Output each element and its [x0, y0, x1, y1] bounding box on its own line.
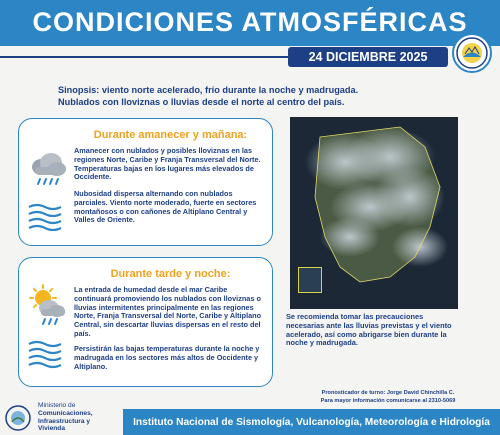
morning-card — [18, 118, 273, 246]
forecaster-info — [288, 389, 488, 405]
date-badge: 24 DICIEMBRE 2025 — [288, 47, 448, 67]
header-bar — [0, 0, 500, 46]
satellite-map — [290, 117, 458, 309]
ministry-label — [38, 402, 93, 433]
synopsis — [58, 84, 478, 108]
wind-icon — [27, 338, 67, 375]
page-title: CONDICIONES ATMOSFÉRICAS — [32, 7, 468, 37]
cloud-rain-icon — [27, 149, 69, 196]
morning-title: Durante amanecer y mañana: — [93, 129, 248, 141]
divider — [0, 56, 290, 58]
ministry-line-1: Ministerio de — [38, 402, 76, 409]
synopsis-line-2: Nublados con lloviznas o lluvias desde el norte al centro del país. — [58, 97, 345, 107]
sun-cloud-rain-icon — [27, 284, 69, 333]
guatemala-coat-of-arms-icon — [4, 404, 32, 432]
afternoon-text-1: La entrada de humedad desde el mar Caribe continuará promoviendo los nublados con lloviznas o lluvias intermitentes principalmente en las regiones Norte, Franja Transversal del Norte, Caribe y Altiplano Central, sin descartar lluvias dispersas en el resto del país. — [74, 285, 262, 338]
recommendation-text: Se recomienda tomar las precauciones necesarias ante las lluvias previstas y el viento acelerado, así como abrigarse bien durante la noche y madrugada. — [286, 312, 452, 348]
afternoon-card — [18, 257, 273, 387]
insivumeh-seal-icon — [452, 33, 492, 73]
afternoon-title: Durante tarde y noche: — [110, 268, 231, 280]
contact-info: Para mayor información comunicarse al 2310-5069 — [320, 398, 456, 404]
forecaster-name: Pronosticador de turno: Jorge David Chinchilla C. — [321, 390, 455, 396]
afternoon-text-2: Persistirán las bajas temperaturas durante la noche y madrugada en los sectores más altos de Occidente y Altiplano. — [74, 344, 260, 371]
ministry-line-3: Infraestructura y — [38, 417, 91, 425]
morning-text-1: Amanecer con nublados y posibles lloviznas en las regiones Norte, Caribe y Franja Transversal del Norte. Temperaturas bajas en los lugares más elevados de Occidente. — [74, 146, 261, 182]
locator-inset — [298, 267, 322, 293]
ministry-line-2: Comunicaciones, — [38, 409, 93, 417]
synopsis-line-1: Sinopsis: viento norte acelerado, frío durante la noche y madrugada. — [58, 85, 359, 95]
morning-text-2: Nubosidad dispersa alternando con nublados parciales. Viento norte moderado, fuerte en sectores montañosos o con cañones de Altiplano Central y Valles de Oriente. — [74, 189, 257, 225]
wind-icon — [27, 201, 67, 238]
institute-name: Instituto Nacional de Sismología, Vulcanología, Meteorología e Hidrología — [133, 416, 490, 428]
footer-bar — [123, 409, 500, 435]
ministry-line-4: Vivienda — [38, 425, 65, 433]
